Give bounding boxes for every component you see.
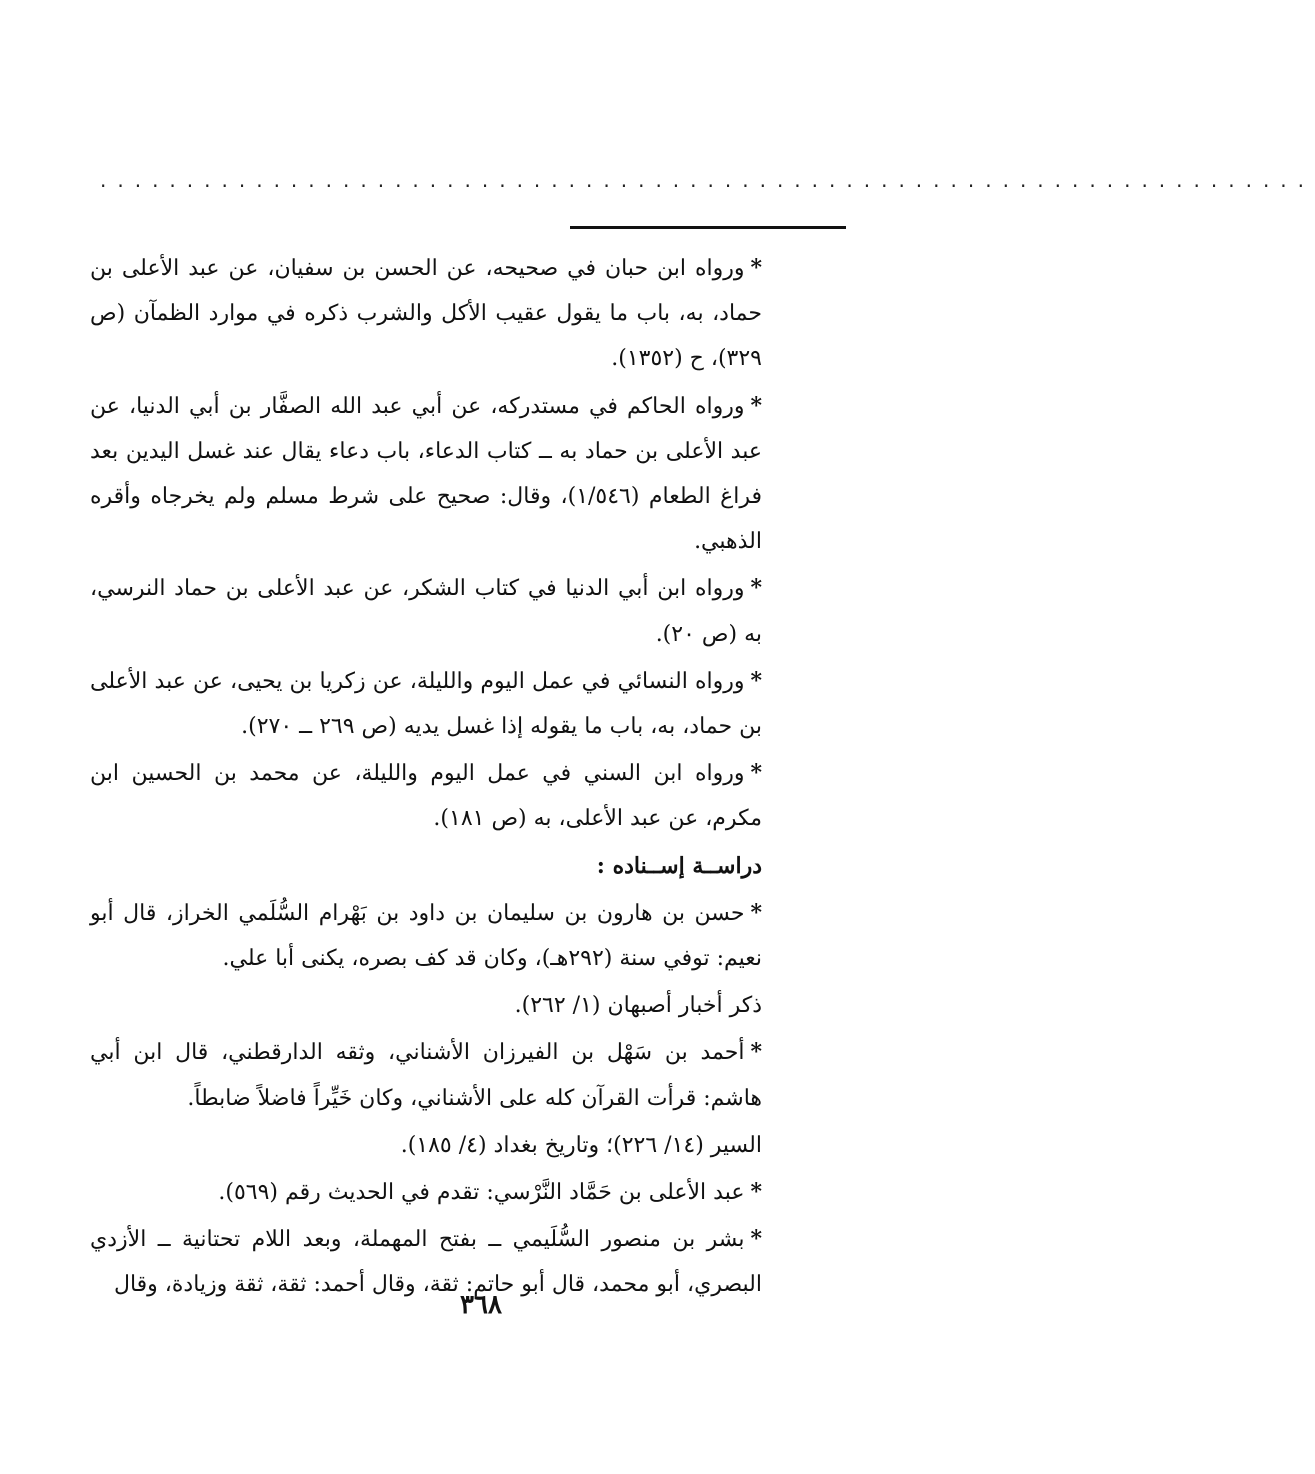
bullet-asterisk: * (750, 899, 762, 926)
paragraph-text: السير (١٤/ ٢٢٦)؛ وتاريخ بغداد (٤/ ١٨٥). (400, 1132, 762, 1158)
section-heading: دراســة إســناده : (596, 852, 762, 879)
paragraph-text: عبد الأعلى بن حَمَّاد النَّرْسي: تقدم في الحديث رقم (٥٦٩). (218, 1180, 745, 1206)
bullet-asterisk: * (750, 392, 762, 419)
paragraph-text: بشر بن منصور السُّلَيمي ــ بفتح المهملة، وبعد اللام تحتانية ــ الأزدي البصري، أبو محمد، قال أبو حاتم: ثقة، وقال أحمد: ثقة، ثقة وزيادة، وقال (90, 1227, 762, 1298)
paragraph-text: ورواه ابن أبي الدنيا في كتاب الشكر، عن عبد الأعلى بن حماد النرسي، به (ص ٢٠). (90, 576, 762, 647)
bullet-asterisk: * (750, 1226, 762, 1253)
bullet-asterisk: * (750, 1179, 762, 1206)
citation-paragraph-2 (90, 384, 762, 565)
narrator-paragraph-3 (90, 1170, 762, 1215)
paragraph-text: حسن بن هارون بن سليمان بن داود بن بَهْرام السُّلَمي الخراز، قال أبو نعيم: توفي سنة (٢٩٢هـ)، وكان قد كف بصره، يكنى أبا علي. (90, 900, 762, 972)
citation-paragraph-3 (90, 566, 762, 656)
source-reference-2 (90, 1123, 762, 1168)
bullet-asterisk: * (750, 1039, 762, 1066)
footnote-rule (570, 226, 846, 229)
paragraph-text: ورواه النسائي في عمل اليوم والليلة، عن زكريا بن يحيى، عن عبد الأعلى بن حماد، به، باب ما يقوله إذا غسل يديه (ص ٢٦٩ ــ ٢٧٠). (90, 668, 762, 740)
page-number: ٣٦٨ (460, 1290, 502, 1320)
paragraph-text: ذكر أخبار أصبهان (١/ ٢٦٢). (514, 993, 762, 1019)
bullet-asterisk: * (750, 760, 762, 787)
footnote-body (90, 246, 762, 1310)
citation-paragraph-5 (90, 751, 762, 841)
bullet-asterisk: * (750, 575, 762, 602)
paragraph-text: ورواه ابن السني في عمل اليوم والليلة، عن محمد بن الحسين ابن مكرم، عن عبد الأعلى، به (ص ١٨١). (90, 761, 762, 832)
narrator-paragraph-2 (90, 1030, 762, 1120)
paragraph-text: ورواه الحاكم في مستدركه، عن أبي عبد الله الصفَّار بن أبي الدنيا، عن عبد الأعلى بن حماد به ــ كتاب الدعاء، باب دعاء يقال عند غسل اليدين بعد فراغ الطعام (١/٥٤٦)، وقال: صحيح على شرط مسلم ولم يخرجاه وأقره الذهبي. (90, 393, 762, 555)
bullet-asterisk: * (750, 255, 762, 281)
citation-paragraph-4 (90, 659, 762, 749)
paragraph-text: ورواه ابن حبان في صحيحه، عن الحسن بن سفيان، عن عبد الأعلى بن حماد، به، باب ما يقول عقيب الأكل والشرب ذكره في موارد الظمآن (ص ٣٢٩)، ح (١٣٥٢). (90, 256, 762, 372)
bullet-asterisk: * (750, 667, 762, 694)
source-reference-1 (90, 983, 762, 1028)
paragraph-text: أحمد بن سَهْل بن الفيرزان الأشناني، وثقه الدارقطني، قال ابن أبي هاشم: قرأت القرآن كله على الأشناني، وكان خَيِّراً فاضلاً ضابطاً. (90, 1040, 762, 1111)
dotted-separator: ...................................................................... (100, 168, 1315, 192)
citation-paragraph-1 (90, 246, 762, 382)
narrator-paragraph-1 (90, 891, 762, 981)
